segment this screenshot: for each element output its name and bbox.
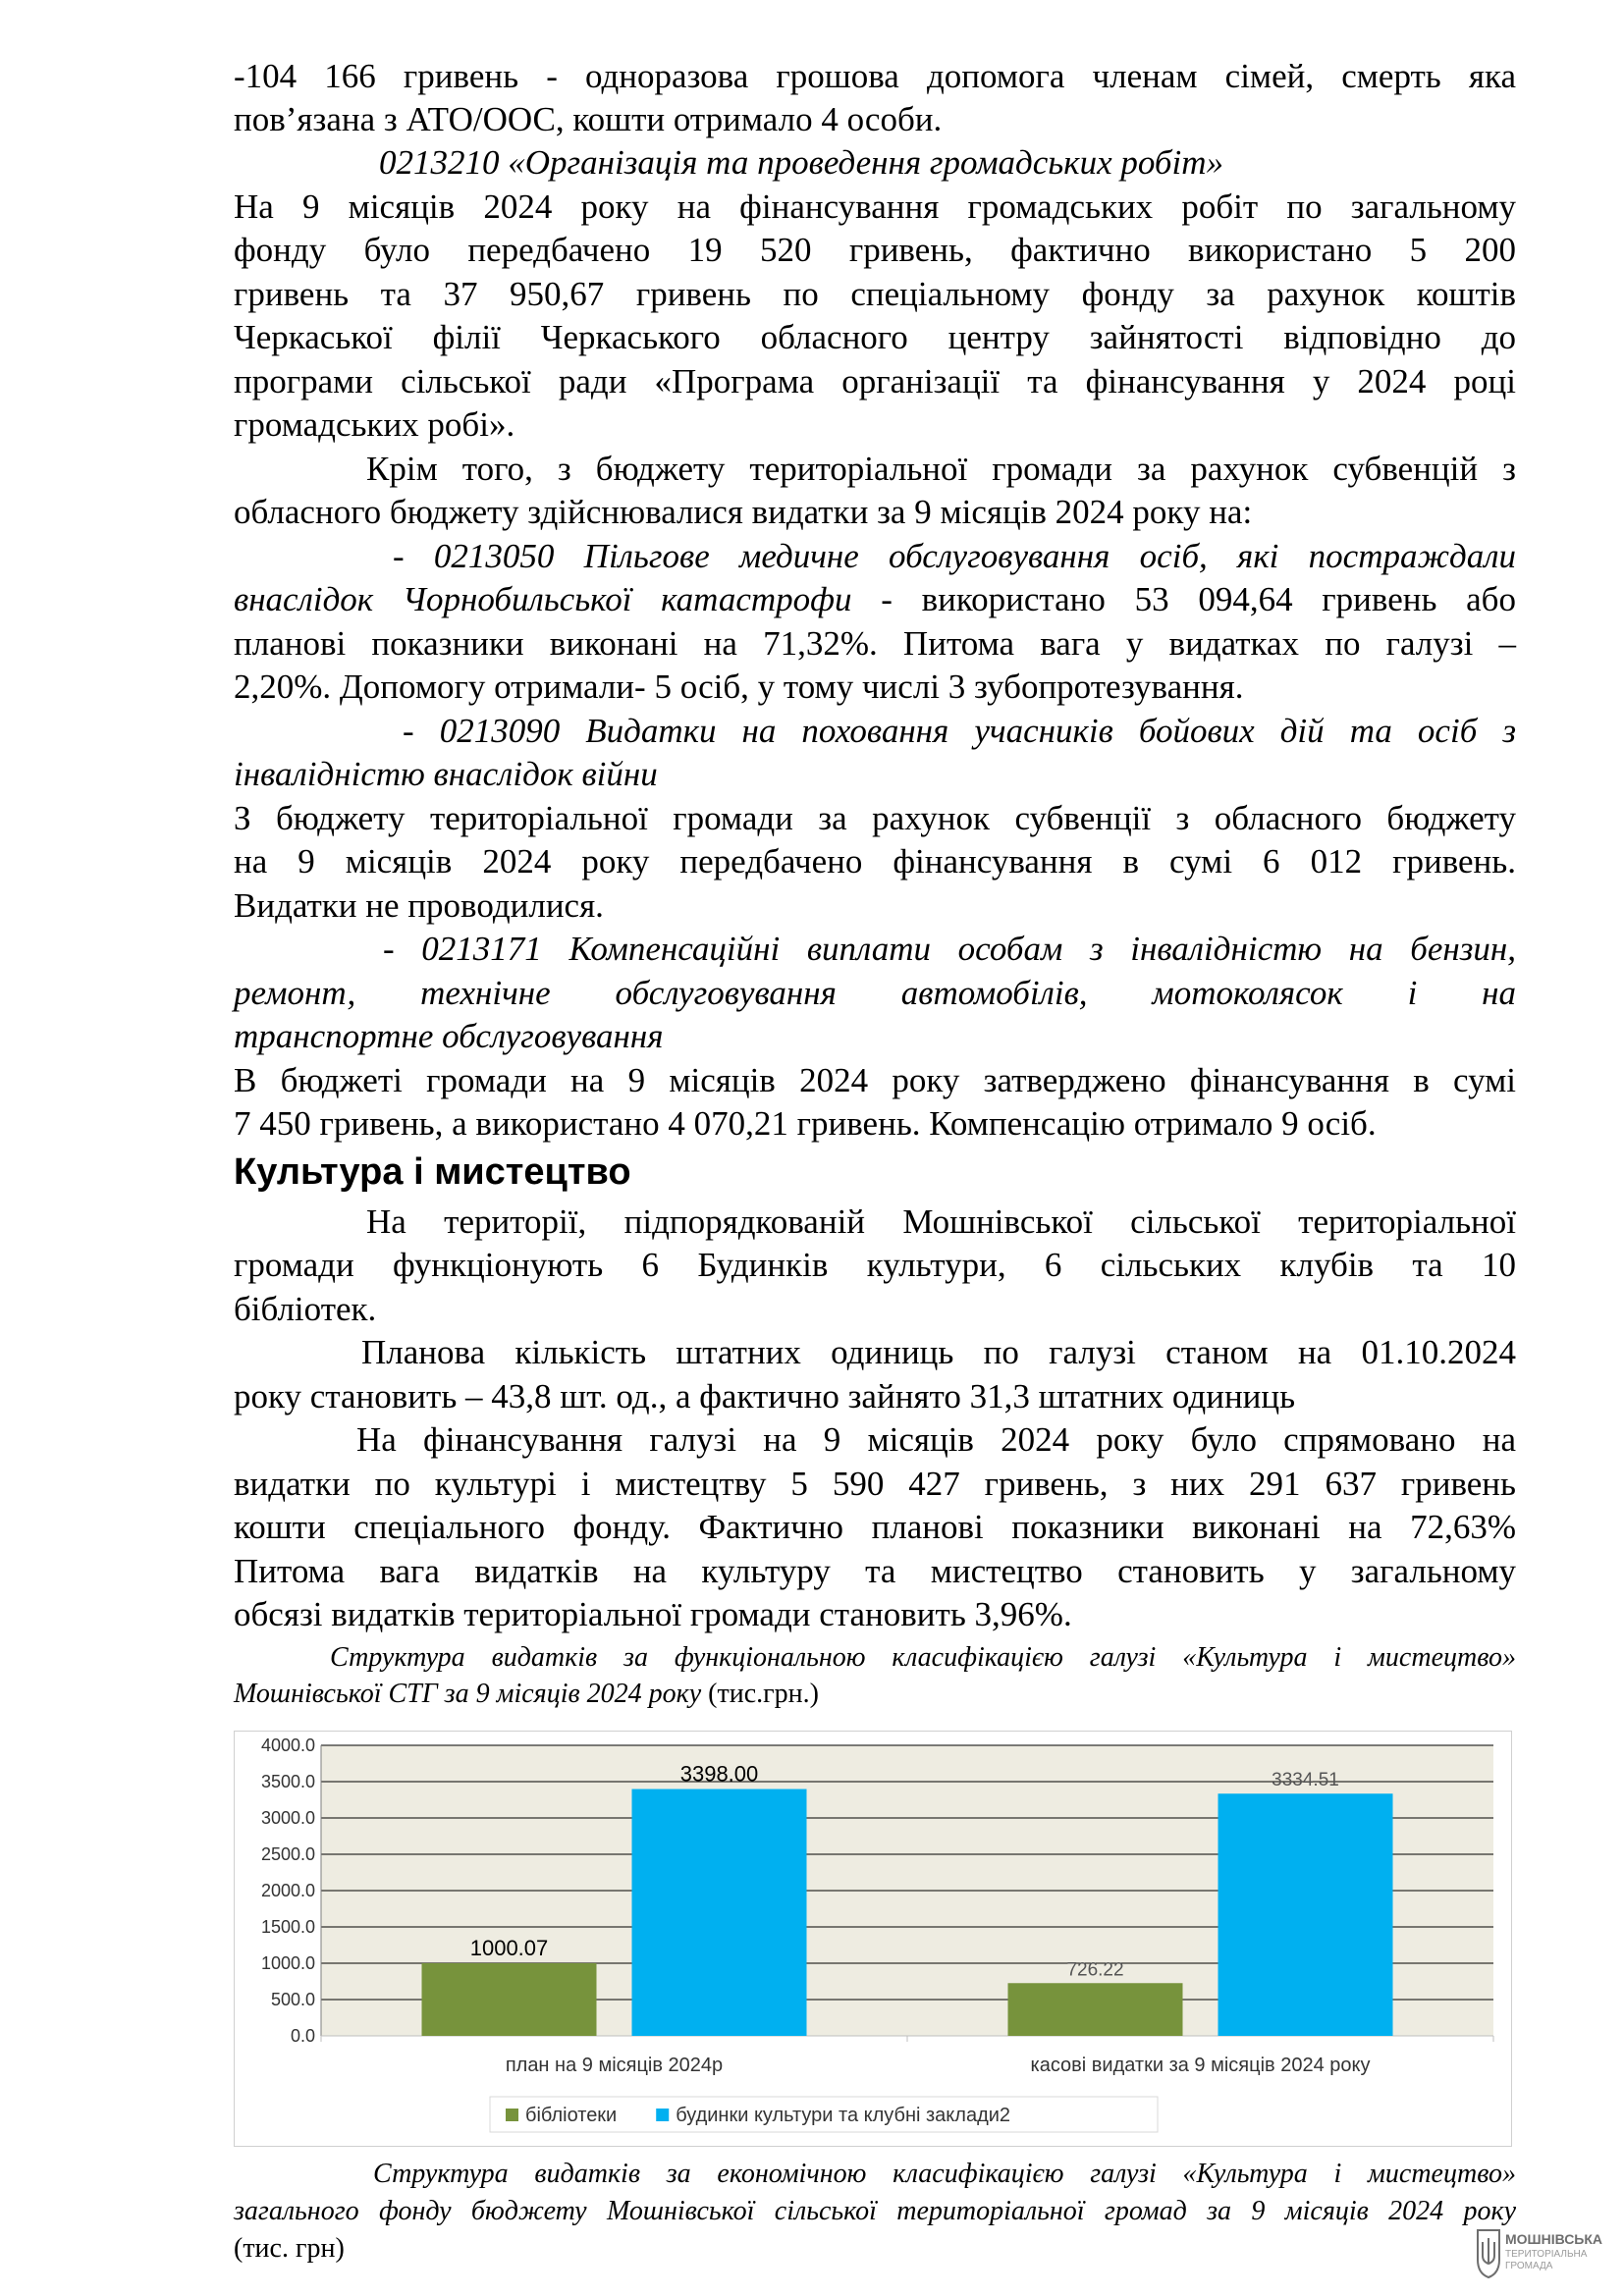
paragraph-line: Питома вага видатків на культуру та мистецтво становить у загальному <box>234 1552 1516 1590</box>
paragraph-line: На 9 місяців 2024 року на фінансування громадських робіт по загальному <box>234 187 1516 226</box>
y-tick-label: 500.0 <box>270 1990 315 2009</box>
y-tick-label: 1500.0 <box>260 1917 315 1937</box>
paragraph-line: кошти спеціального фонду. Фактично планові показники виконані на 72,63% <box>234 1508 1516 1546</box>
chart-caption: Структура видатків за функціональною класифікацією галузі «Культура і мистецтво» <box>330 1642 1516 1673</box>
chart-caption-text: Мошнівської СТГ за 9 місяців 2024 року <box>234 1679 702 1709</box>
y-tick-label: 0.0 <box>290 2026 315 2046</box>
bar <box>1008 1983 1183 2036</box>
program-name: внаслідок Чорнобильської катастрофи <box>234 580 852 618</box>
paragraph-line: інвалідністю внаслідок війни <box>234 755 658 793</box>
paragraph-line: З бюджету територіальної громади за рахунок субвенції з обласного бюджету <box>234 799 1516 837</box>
program-code-heading: - 0213171 Компенсаційні виплати особам з інвалідністю на бензин, <box>383 930 1516 968</box>
data-label: 3334.51 <box>1272 1770 1339 1791</box>
data-label: 3398.00 <box>679 1761 759 1787</box>
trident-icon <box>1478 2230 1499 2277</box>
y-tick-label: 1000.0 <box>260 1953 315 1973</box>
paragraph-line: пов’язана з АТО/ООС, кошти отримало 4 особи. <box>234 100 943 138</box>
paragraph-line: В бюджеті громади на 9 місяців 2024 року затверджено фінансування в сумі <box>234 1061 1516 1099</box>
program-code-heading: - 0213090 Видатки на поховання учасників бойових дій та осіб з <box>403 712 1516 750</box>
y-tick-label: 2500.0 <box>260 1844 315 1864</box>
program-code-heading: - 0213050 Пільгове медичне обслуговування осіб, які постраждали <box>393 537 1516 575</box>
paragraph-line: обсязі видатків територіальної громади становить 3,96%. <box>234 1595 1072 1633</box>
bar <box>632 1789 807 2036</box>
paragraph-line: 2,20%. Допомогу отримали- 5 осіб, у тому числі 3 зубопротезування. <box>234 667 1244 706</box>
paragraph-line <box>234 577 1516 621</box>
paragraph-line: На території, підпорядкованій Мошнівської сільської територіальної <box>366 1202 1516 1241</box>
body-text <box>234 0 1516 1718</box>
paragraph-line: -104 166 гривень - одноразова грошова допомога членам сімей, смерть яка <box>234 57 1516 95</box>
legend-swatch <box>656 2109 669 2121</box>
y-tick-label: 3000.0 <box>260 1808 315 1828</box>
program-code-heading: 0213210 «Організація та проведення громадських робіт» <box>379 143 1224 182</box>
chart-caption <box>234 1676 1516 1713</box>
paragraph-line: Черкаської філії Черкаського обласного центру зайнятості відповідно до <box>234 318 1516 356</box>
paragraph-line: громадських робі». <box>234 405 515 444</box>
chart-caption: Структура видатків за економічною класифікацією галузі «Культура і мистецтво» <box>373 2159 1516 2189</box>
paragraph-line: громади функціонують 6 Будинків культури, 6 сільських клубів та 10 <box>234 1246 1516 1284</box>
y-tick-label: 2000.0 <box>260 1881 315 1900</box>
chart-caption: загального фонду бюджету Мошнівської сільської територіальної громад за 9 місяців 2024 року <box>234 2196 1516 2226</box>
y-tick-label: 4000.0 <box>260 1735 315 1755</box>
bottom-captions <box>234 2150 1516 2277</box>
y-tick-label: 3500.0 <box>260 1772 315 1791</box>
paragraph-line: бібліотек. <box>234 1290 377 1328</box>
paragraph-line: ремонт, технічне обслуговування автомобілів, мотоколясок і на <box>234 974 1516 1012</box>
paragraph-line: фонду було передбачено 19 520 гривень, фактично використано 5 200 <box>234 231 1516 269</box>
legend-swatch <box>506 2109 518 2121</box>
paragraph-text: - використано 53 094,64 гривень або <box>851 580 1516 618</box>
x-category-label: касові видатки за 9 місяців 2024 року <box>1030 2055 1371 2076</box>
legend-entry: будинки культури та клубні заклади2 <box>676 2105 1011 2126</box>
paragraph-line: на 9 місяців 2024 року передбачено фінансування в сумі 6 012 гривень. <box>234 842 1516 881</box>
logo-line-1: МОШНІВСЬКА <box>1505 2231 1603 2247</box>
bar-chart-svg <box>235 1732 1511 2146</box>
paragraph-line: програми сільської ради «Програма організації та фінансування у 2024 році <box>234 362 1516 400</box>
paragraph-line: Крім того, з бюджету територіальної громади за рахунок субвенцій з <box>366 450 1516 488</box>
community-logo <box>1472 2226 1619 2281</box>
paragraph-line: гривень та 37 950,67 гривень по спеціальному фонду за рахунок коштів <box>234 275 1516 313</box>
paragraph-line: На фінансування галузі на 9 місяців 2024 року було спрямовано на <box>356 1420 1516 1459</box>
x-category-label: план на 9 місяців 2024р <box>505 2055 724 2076</box>
bar <box>1218 1793 1393 2036</box>
logo-line-3: ГРОМАДА <box>1505 2261 1553 2271</box>
data-label: 1000.07 <box>469 1935 549 1960</box>
paragraph-line: видатки по культурі і мистецтву 5 590 427 гривень, з них 291 637 гривень <box>234 1465 1516 1503</box>
paragraph-line: Видатки не проводилися. <box>234 886 604 925</box>
bar-chart <box>234 1731 1512 2147</box>
paragraph-line: обласного бюджету здійснювалися видатки за 9 місяців 2024 року на: <box>234 493 1253 531</box>
chart-caption-unit: (тис.грн.) <box>701 1679 819 1709</box>
logo-line-2: ТЕРИТОРІАЛЬНА <box>1505 2249 1588 2260</box>
section-heading: Культура і мистецтво <box>234 1151 631 1193</box>
paragraph-line: транспортне обслуговування <box>234 1017 664 1055</box>
bar <box>422 1963 597 2036</box>
chart-caption-unit: (тис. грн) <box>234 2233 345 2264</box>
paragraph-line: року становить – 43,8 шт. од., а фактично зайнято 31,3 штатних одиниць <box>234 1377 1296 1415</box>
legend-entry: бібліотеки <box>525 2105 618 2126</box>
paragraph-line: Планова кількість штатних одиниць по галузі станом на 01.10.2024 <box>361 1333 1516 1371</box>
data-label: 726.22 <box>1066 1959 1124 1981</box>
paragraph-line: 7 450 гривень, а використано 4 070,21 гривень. Компенсацію отримало 9 осіб. <box>234 1104 1377 1143</box>
paragraph-line: планові показники виконані на 71,32%. Питома вага у видатках по галузі – <box>234 624 1516 663</box>
